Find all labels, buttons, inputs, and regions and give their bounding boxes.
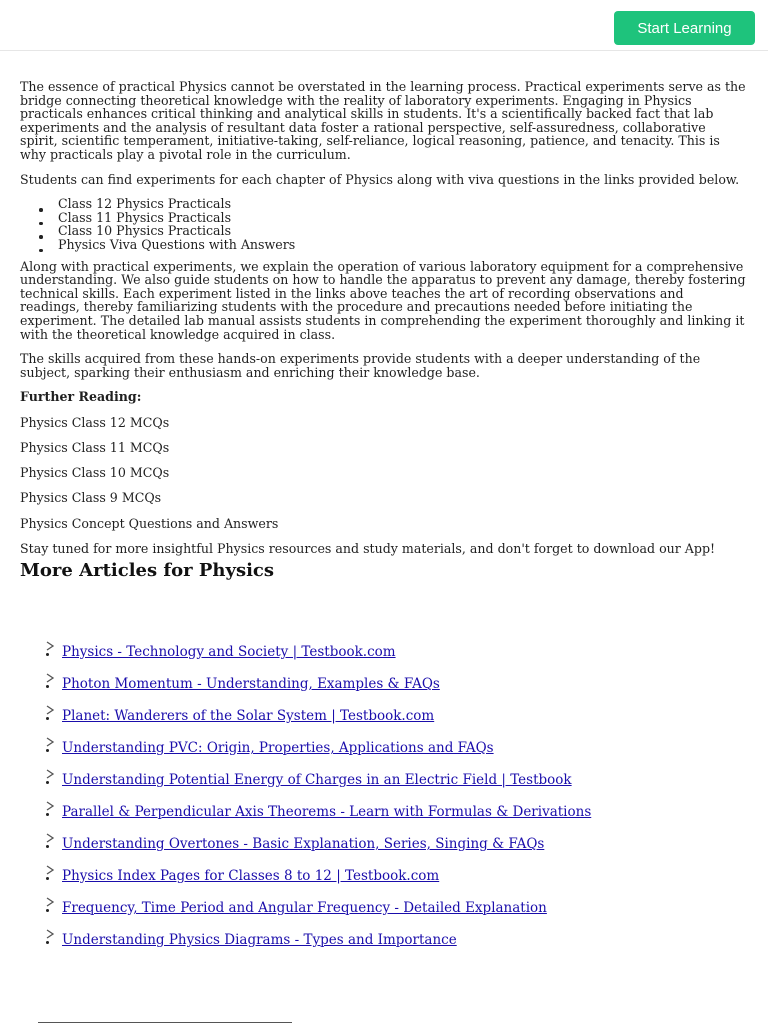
list-item[interactable]: Class 10 Physics Practicals xyxy=(20,224,746,238)
list-item xyxy=(42,764,742,796)
bullet-dot xyxy=(46,845,49,848)
article-link[interactable]: Understanding Overtones - Basic Explanation, Series, Singing & FAQs xyxy=(62,836,545,852)
bullet-dot xyxy=(46,749,49,752)
arrow-bullet-icon xyxy=(44,832,56,844)
arrow-bullet-icon xyxy=(44,768,56,780)
arrow-bullet-icon xyxy=(44,704,56,716)
article-link[interactable]: Physics - Technology and Society | Testbook.com xyxy=(62,644,396,660)
further-reading-item[interactable]: Physics Class 9 MCQs xyxy=(20,490,162,506)
list-item xyxy=(42,924,742,956)
list-item xyxy=(42,732,742,764)
bullet-dot xyxy=(46,685,49,688)
body-paragraph: Along with practical experiments, we explain the operation of various laboratory equipment for a comprehensive understanding. We also guide students on how to handle the apparatus to prevent any damage, thereby fostering technical skills. Each experiment listed in the links above teaches the art of recording observations and readings, thereby familiarizing students with the procedure and precautions needed before initiating the experiment. The detailed lab manual assists students in comprehending the experiment thoroughly and linking it with the theoretical knowledge acquired in class. xyxy=(20,258,746,342)
list-item xyxy=(42,796,742,828)
intro-paragraph: The essence of practical Physics cannot be overstated in the learning process. Practical experiments serve as the bridge connecting theoretical knowledge with the reality of laboratory experiments. Engaging in Physics practicals enhances critical thinking and analytical skills in students. It's a scientifically backed fact that lab experiments and the analysis of resultant data foster a rational perspective, self-assuredness, collaborative spirit, scientific temperament, initiative-taking, self-reliance, logical reasoning, patience, and tenacity. This is why practicals play a pivotal role in the curriculum. xyxy=(20,79,746,162)
further-reading-item[interactable]: Physics Class 12 MCQs xyxy=(20,414,170,430)
article-link[interactable]: Understanding Physics Diagrams - Types and Importance xyxy=(62,932,457,948)
further-reading-item[interactable]: Physics Concept Questions and Answers xyxy=(20,515,279,531)
list-item xyxy=(42,700,742,732)
list-item[interactable]: Class 12 Physics Practicals xyxy=(20,197,746,211)
list-item[interactable]: Class 11 Physics Practicals xyxy=(20,211,746,225)
article-link[interactable]: Understanding PVC: Origin, Properties, Applications and FAQs xyxy=(62,740,494,756)
list-item xyxy=(42,828,742,860)
start-learning-button[interactable]: Start Learning xyxy=(614,11,755,45)
bullet-dot xyxy=(46,909,49,912)
arrow-bullet-icon xyxy=(44,640,56,652)
body-paragraph: The skills acquired from these hands-on experiments provide students with a deeper understanding of the subject, sparking their enthusiasm and enriching their knowledge base. xyxy=(20,351,701,380)
further-reading-item[interactable]: Physics Class 10 MCQs xyxy=(20,465,170,481)
list-item[interactable]: Physics Viva Questions with Answers xyxy=(20,238,746,252)
bullet-dot xyxy=(46,813,49,816)
bullet-dot xyxy=(46,877,49,880)
more-articles-list xyxy=(42,636,742,956)
article-link[interactable]: Understanding Potential Energy of Charges in an Electric Field | Testbook xyxy=(62,772,572,788)
further-reading-item[interactable]: Physics Class 11 MCQs xyxy=(20,439,170,455)
top-bar xyxy=(0,0,768,51)
bullet-dot xyxy=(46,941,49,944)
divider xyxy=(38,1022,292,1023)
arrow-bullet-icon xyxy=(44,864,56,876)
bullet-dot xyxy=(46,781,49,784)
article-link[interactable]: Photon Momentum - Understanding, Examples & FAQs xyxy=(62,676,440,692)
list-item xyxy=(42,860,742,892)
article-body xyxy=(20,80,746,567)
list-item xyxy=(42,892,742,924)
article-link[interactable]: Parallel & Perpendicular Axis Theorems - Learn with Formulas & Derivations xyxy=(62,804,592,820)
arrow-bullet-icon xyxy=(44,896,56,908)
article-link[interactable]: Physics Index Pages for Classes 8 to 12 | Testbook.com xyxy=(62,868,440,884)
more-articles-heading: More Articles for Physics xyxy=(20,560,275,581)
arrow-bullet-icon xyxy=(44,800,56,812)
further-reading-heading: Further Reading: xyxy=(20,389,142,405)
practicals-list xyxy=(20,197,746,251)
bullet-dot xyxy=(46,717,49,720)
arrow-bullet-icon xyxy=(44,736,56,748)
closing-text: Stay tuned for more insightful Physics resources and study materials, and don't forget to download our App! xyxy=(20,541,716,557)
list-item xyxy=(42,636,742,668)
arrow-bullet-icon xyxy=(44,928,56,940)
intro-paragraph: Students can find experiments for each chapter of Physics along with viva questions in the links provided below. xyxy=(20,171,740,187)
arrow-bullet-icon xyxy=(44,672,56,684)
bullet-dot xyxy=(46,653,49,656)
list-item xyxy=(42,668,742,700)
article-link[interactable]: Frequency, Time Period and Angular Frequency - Detailed Explanation xyxy=(62,900,547,916)
article-link[interactable]: Planet: Wanderers of the Solar System | Testbook.com xyxy=(62,708,435,724)
